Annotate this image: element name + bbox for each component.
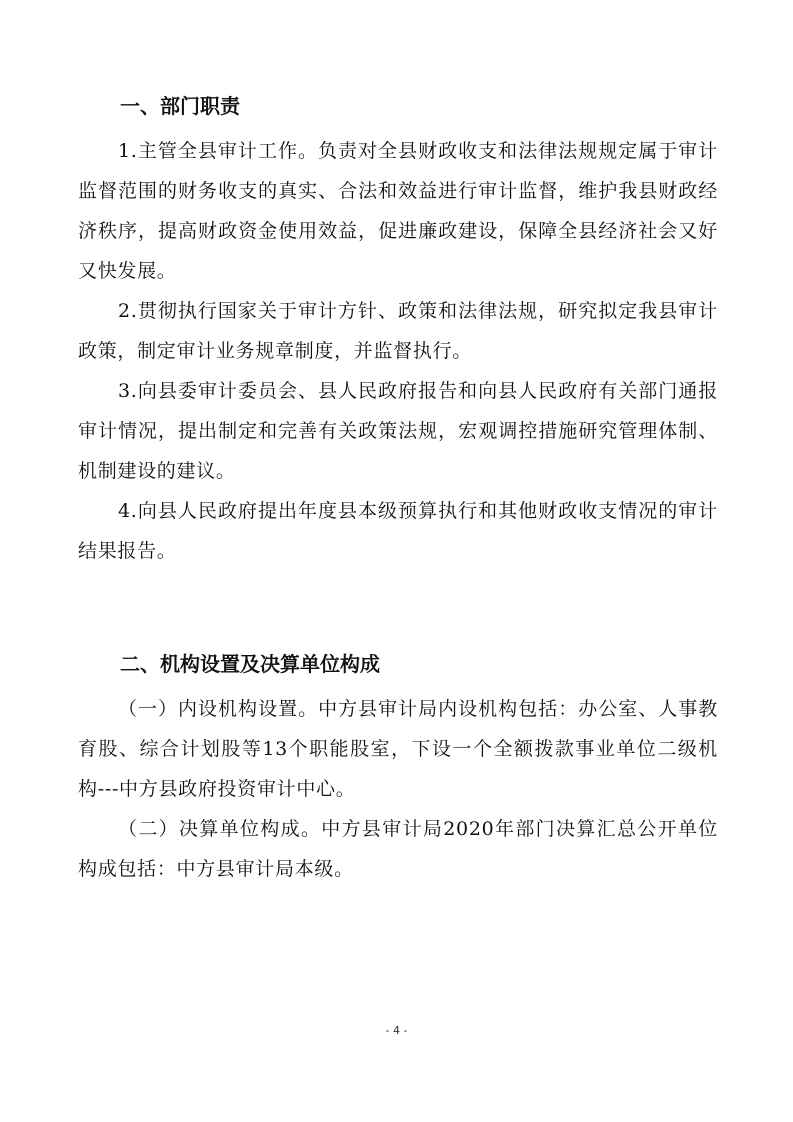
page-number: - 4 -: [385, 1024, 408, 1037]
duties-paragraph-2: 2.贯彻执行国家关于审计方针、政策和法律法规，研究拟定我县审计政策，制定审计业务规章制度，并监督执行。: [78, 300, 718, 362]
organization-paragraph-1: （一）内设机构设置。中方县审计局内设机构包括：办公室、人事教育股、综合计划股等13个职能股室，下设一个全额拨款事业单位二级机构---中方县政府投资审计中心。: [78, 698, 718, 800]
section-heading-duties: 一、部门职责: [120, 94, 240, 118]
duties-paragraph-4: 4.向县人民政府提出年度县本级预算执行和其他财政收支情况的审计结果报告。: [78, 500, 718, 562]
duties-paragraph-1: 1.主管全县审计工作。负责对全县财政收支和法律法规规定属于审计监督范围的财务收支的真实、合法和效益进行审计监督，维护我县财政经济秩序，提高财政资金使用效益，促进廉政建设，保障全县经济社会又好又快发展。: [78, 140, 718, 282]
duties-paragraph-3: 3.向县委审计委员会、县人民政府报告和向县人民政府有关部门通报审计情况，提出制定和完善有关政策法规，宏观调控措施研究管理体制、机制建设的建议。: [78, 380, 718, 482]
section-heading-organization: 二、机构设置及决算单位构成: [120, 652, 380, 676]
organization-paragraph-2: （二）决算单位构成。中方县审计局2020年部门决算汇总公开单位构成包括：中方县审计局本级。: [78, 818, 718, 880]
